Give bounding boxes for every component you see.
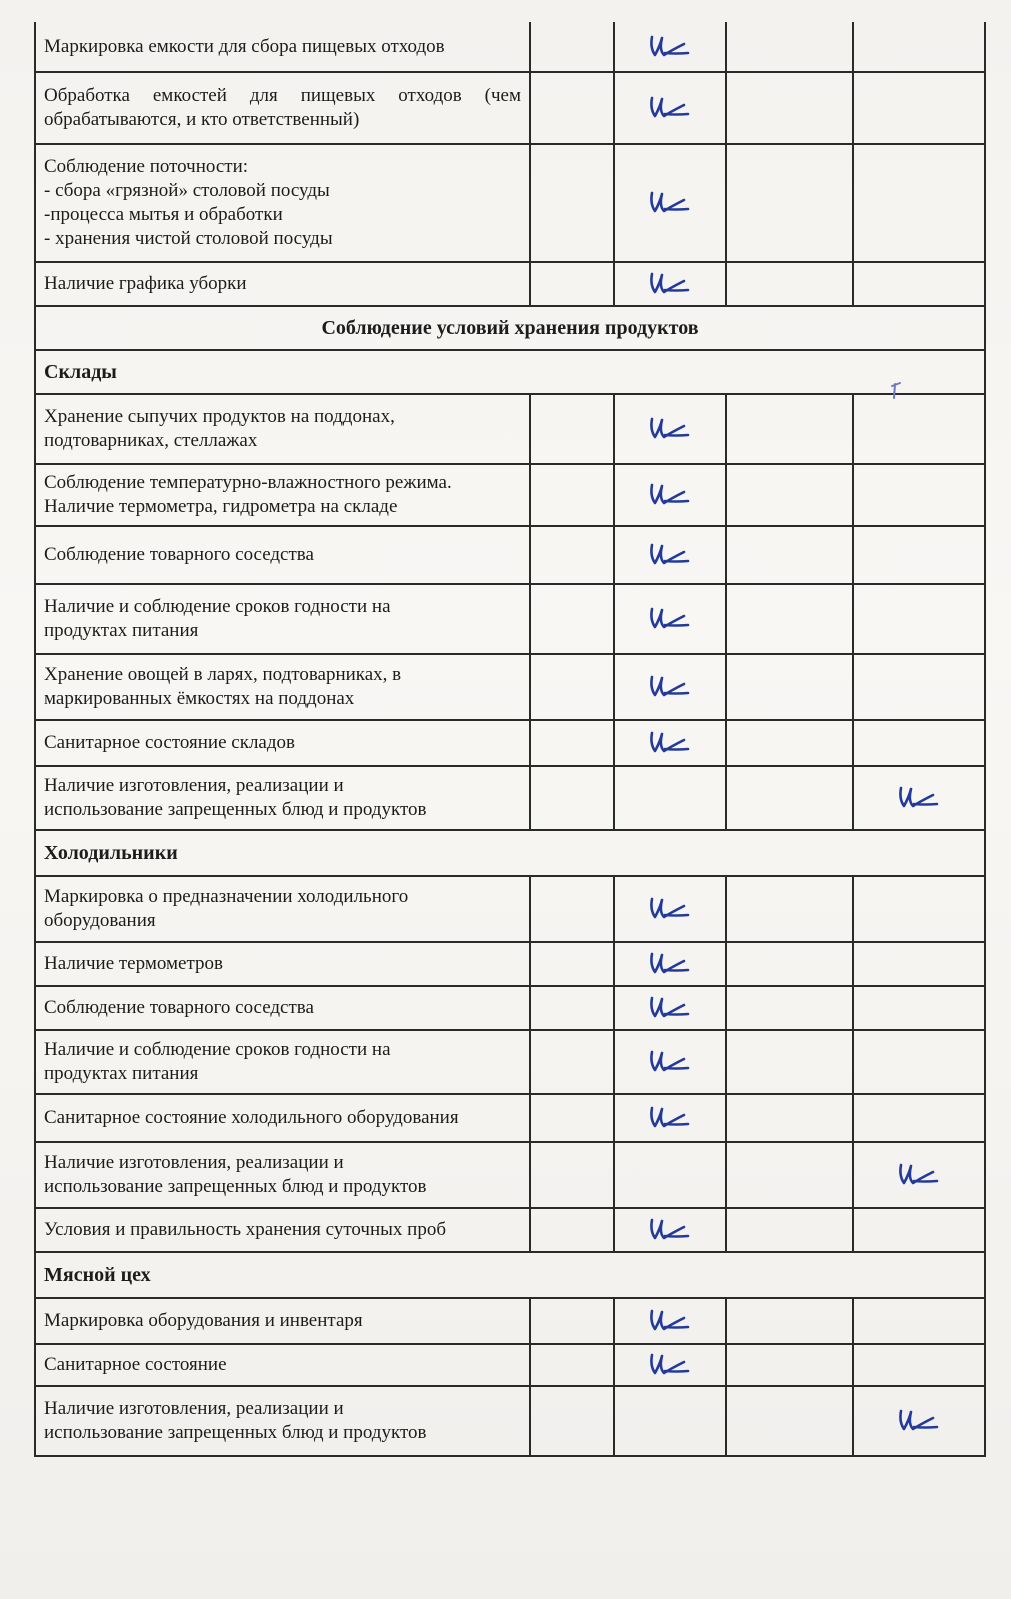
blank-cell xyxy=(726,942,853,986)
blank-cell xyxy=(530,1094,614,1142)
blank-cell xyxy=(726,766,853,830)
handwritten-check-icon xyxy=(895,1408,943,1434)
blank-cell xyxy=(530,144,614,262)
requirement-text: подтоварниках, стеллажах xyxy=(44,430,258,451)
blank-cell xyxy=(530,1344,614,1386)
blank-cell xyxy=(726,22,853,72)
blank-cell xyxy=(726,464,853,526)
blank-cell xyxy=(530,876,614,942)
handwritten-check-icon xyxy=(646,1217,694,1243)
table-row xyxy=(35,464,985,526)
yes-cell xyxy=(614,584,726,654)
handwritten-check-icon xyxy=(646,896,694,922)
requirement-cell xyxy=(35,720,530,766)
blank-cell xyxy=(726,1344,853,1386)
requirement-cell xyxy=(35,942,530,986)
blank-cell xyxy=(530,526,614,584)
no-cell xyxy=(853,942,985,986)
table-row xyxy=(35,1208,985,1252)
requirement-text: Обработка емкостей для пищевых отходов (чем обрабатываются, и кто ответственный) xyxy=(44,85,521,130)
yes-cell xyxy=(614,1208,726,1252)
requirement-text: использование запрещенных блюд и продуктов xyxy=(44,799,427,820)
table-row xyxy=(35,1030,985,1094)
blank-cell xyxy=(726,876,853,942)
table-row xyxy=(35,654,985,720)
requirement-text: Соблюдение поточности: xyxy=(44,156,249,177)
blank-cell xyxy=(530,72,614,144)
handwritten-check-icon xyxy=(646,1308,694,1334)
requirement-text: Наличие изготовления, реализации и xyxy=(44,1398,344,1419)
subsection-header: Мясной цех xyxy=(35,1252,985,1298)
requirement-text: оборудования xyxy=(44,910,156,931)
table-row xyxy=(35,350,985,394)
requirement-text: Наличие и соблюдение сроков годности на xyxy=(44,1039,391,1060)
handwritten-check-icon xyxy=(646,730,694,756)
requirement-text: Хранение овощей в ларях, подтоварниках, в xyxy=(44,664,402,685)
no-cell xyxy=(853,1208,985,1252)
requirement-text: Маркировка оборудования и инвентаря xyxy=(44,1310,363,1331)
requirement-text: продуктах питания xyxy=(44,620,199,641)
yes-cell xyxy=(614,1386,726,1456)
table-row xyxy=(35,1386,985,1456)
yes-cell xyxy=(614,22,726,72)
section-header: Соблюдение условий хранения продуктов xyxy=(35,306,985,350)
blank-cell xyxy=(726,1386,853,1456)
blank-cell xyxy=(530,720,614,766)
requirement-text: использование запрещенных блюд и продуктов xyxy=(44,1422,427,1443)
blank-cell xyxy=(530,1298,614,1344)
handwritten-check-icon xyxy=(646,1049,694,1075)
requirement-cell xyxy=(35,584,530,654)
blank-cell xyxy=(530,1208,614,1252)
requirement-text: Санитарное состояние xyxy=(44,1354,227,1375)
yes-cell xyxy=(614,766,726,830)
handwritten-check-icon xyxy=(646,271,694,297)
requirement-text: Наличие изготовления, реализации и xyxy=(44,1152,344,1173)
blank-cell xyxy=(530,394,614,464)
no-cell xyxy=(853,720,985,766)
blank-cell xyxy=(726,1030,853,1094)
handwritten-check-icon xyxy=(646,951,694,977)
no-cell xyxy=(853,986,985,1030)
no-cell xyxy=(853,526,985,584)
handwritten-check-icon xyxy=(646,416,694,442)
blank-cell xyxy=(726,720,853,766)
handwritten-check-icon xyxy=(646,674,694,700)
blank-cell xyxy=(530,766,614,830)
requirement-cell xyxy=(35,986,530,1030)
blank-cell xyxy=(530,22,614,72)
blank-cell xyxy=(726,1298,853,1344)
blank-cell xyxy=(726,1142,853,1208)
blank-cell xyxy=(726,1208,853,1252)
blank-cell xyxy=(726,584,853,654)
subsection-header: Склады xyxy=(35,350,985,394)
yes-cell xyxy=(614,262,726,306)
blank-cell xyxy=(726,144,853,262)
handwritten-check-icon xyxy=(646,542,694,568)
requirement-text: Соблюдение температурно-влажностного режима. xyxy=(44,472,452,493)
yes-cell xyxy=(614,1344,726,1386)
yes-cell xyxy=(614,526,726,584)
blank-cell xyxy=(530,942,614,986)
no-cell xyxy=(853,876,985,942)
table-row xyxy=(35,394,985,464)
requirement-text: Санитарное состояние складов xyxy=(44,732,295,753)
yes-cell xyxy=(614,1298,726,1344)
yes-cell xyxy=(614,72,726,144)
requirement-text: Маркировка емкости для сбора пищевых отходов xyxy=(44,35,445,57)
no-cell xyxy=(853,766,985,830)
blank-cell xyxy=(530,464,614,526)
handwritten-check-icon xyxy=(646,995,694,1021)
requirement-text: Маркировка о предназначении холодильного xyxy=(44,886,409,907)
requirement-text: Условия и правильность хранения суточных проб xyxy=(44,1219,446,1240)
table-row xyxy=(35,766,985,830)
table-row xyxy=(35,526,985,584)
blank-cell xyxy=(726,262,853,306)
requirement-cell xyxy=(35,1094,530,1142)
handwritten-check-icon xyxy=(895,1162,943,1188)
requirement-text: Хранение сыпучих продуктов на поддонах, xyxy=(44,406,395,427)
yes-cell xyxy=(614,942,726,986)
requirement-text: Наличие графика уборки xyxy=(44,273,247,294)
blank-cell xyxy=(726,1094,853,1142)
table-row xyxy=(35,1252,985,1298)
yes-cell xyxy=(614,1094,726,1142)
blank-cell xyxy=(726,72,853,144)
table-row xyxy=(35,720,985,766)
requirement-cell xyxy=(35,72,530,144)
requirement-text: маркированных ёмкостях на поддонах xyxy=(44,688,355,709)
blank-cell xyxy=(530,584,614,654)
handwritten-check-icon xyxy=(646,606,694,632)
no-cell xyxy=(853,72,985,144)
table-row xyxy=(35,144,985,262)
blank-cell xyxy=(726,654,853,720)
table-row xyxy=(35,876,985,942)
no-cell xyxy=(853,1030,985,1094)
yes-cell xyxy=(614,654,726,720)
table-row xyxy=(35,262,985,306)
blank-cell xyxy=(530,262,614,306)
no-cell xyxy=(853,394,985,464)
no-cell xyxy=(853,262,985,306)
subsection-header: Холодильники xyxy=(35,830,985,876)
requirement-cell xyxy=(35,766,530,830)
table-row xyxy=(35,1344,985,1386)
no-cell xyxy=(853,584,985,654)
requirement-cell xyxy=(35,654,530,720)
no-cell xyxy=(853,1142,985,1208)
blank-cell xyxy=(530,654,614,720)
blank-cell xyxy=(726,394,853,464)
requirement-text: - сбора «грязной» столовой посуды xyxy=(44,180,330,201)
blank-cell xyxy=(530,986,614,1030)
requirement-text: Санитарное состояние холодильного оборудования xyxy=(44,1107,459,1128)
table-row xyxy=(35,306,985,350)
handwritten-check-icon xyxy=(646,95,694,121)
no-cell xyxy=(853,654,985,720)
yes-cell xyxy=(614,986,726,1030)
no-cell xyxy=(853,1298,985,1344)
requirement-cell xyxy=(35,1344,530,1386)
requirement-cell xyxy=(35,144,530,262)
inspection-checklist-table xyxy=(34,22,986,1457)
table-row xyxy=(35,1142,985,1208)
requirement-cell xyxy=(35,22,530,72)
requirement-cell xyxy=(35,1030,530,1094)
yes-cell xyxy=(614,394,726,464)
table-row xyxy=(35,72,985,144)
requirement-cell xyxy=(35,262,530,306)
requirement-cell xyxy=(35,1386,530,1456)
handwritten-check-icon xyxy=(646,34,694,60)
table-row xyxy=(35,1094,985,1142)
table-row xyxy=(35,584,985,654)
requirement-text: Соблюдение товарного соседства xyxy=(44,544,314,565)
blank-cell xyxy=(530,1386,614,1456)
requirement-text: - хранения чистой столовой посуды xyxy=(44,228,333,249)
yes-cell xyxy=(614,1030,726,1094)
requirement-text: Наличие и соблюдение сроков годности на xyxy=(44,596,391,617)
requirement-cell xyxy=(35,464,530,526)
handwritten-check-icon xyxy=(646,482,694,508)
yes-cell xyxy=(614,720,726,766)
yes-cell xyxy=(614,876,726,942)
table-row xyxy=(35,942,985,986)
requirement-text: Наличие термометра, гидрометра на складе xyxy=(44,496,398,517)
handwritten-check-icon xyxy=(646,1352,694,1378)
handwritten-check-icon xyxy=(895,785,943,811)
yes-cell xyxy=(614,1142,726,1208)
yes-cell xyxy=(614,464,726,526)
blank-cell xyxy=(530,1142,614,1208)
table-row xyxy=(35,1298,985,1344)
requirement-text: использование запрещенных блюд и продуктов xyxy=(44,1176,427,1197)
no-cell xyxy=(853,144,985,262)
requirement-cell xyxy=(35,394,530,464)
requirement-cell xyxy=(35,1208,530,1252)
stray-pen-mark xyxy=(886,380,906,410)
table-row xyxy=(35,22,985,72)
requirement-text: Соблюдение товарного соседства xyxy=(44,997,314,1018)
handwritten-check-icon xyxy=(646,1105,694,1131)
requirement-text: Наличие термометров xyxy=(44,953,223,974)
handwritten-check-icon xyxy=(646,190,694,216)
requirement-cell xyxy=(35,526,530,584)
table-row xyxy=(35,986,985,1030)
blank-cell xyxy=(726,986,853,1030)
no-cell xyxy=(853,1344,985,1386)
requirement-cell xyxy=(35,1298,530,1344)
requirement-text: Наличие изготовления, реализации и xyxy=(44,775,344,796)
no-cell xyxy=(853,22,985,72)
table-row xyxy=(35,830,985,876)
requirement-cell xyxy=(35,876,530,942)
yes-cell xyxy=(614,144,726,262)
requirement-text: -процесса мытья и обработки xyxy=(44,204,283,225)
blank-cell xyxy=(530,1030,614,1094)
requirement-text: продуктах питания xyxy=(44,1063,199,1084)
requirement-cell xyxy=(35,1142,530,1208)
blank-cell xyxy=(726,526,853,584)
no-cell xyxy=(853,1094,985,1142)
no-cell xyxy=(853,464,985,526)
no-cell xyxy=(853,1386,985,1456)
